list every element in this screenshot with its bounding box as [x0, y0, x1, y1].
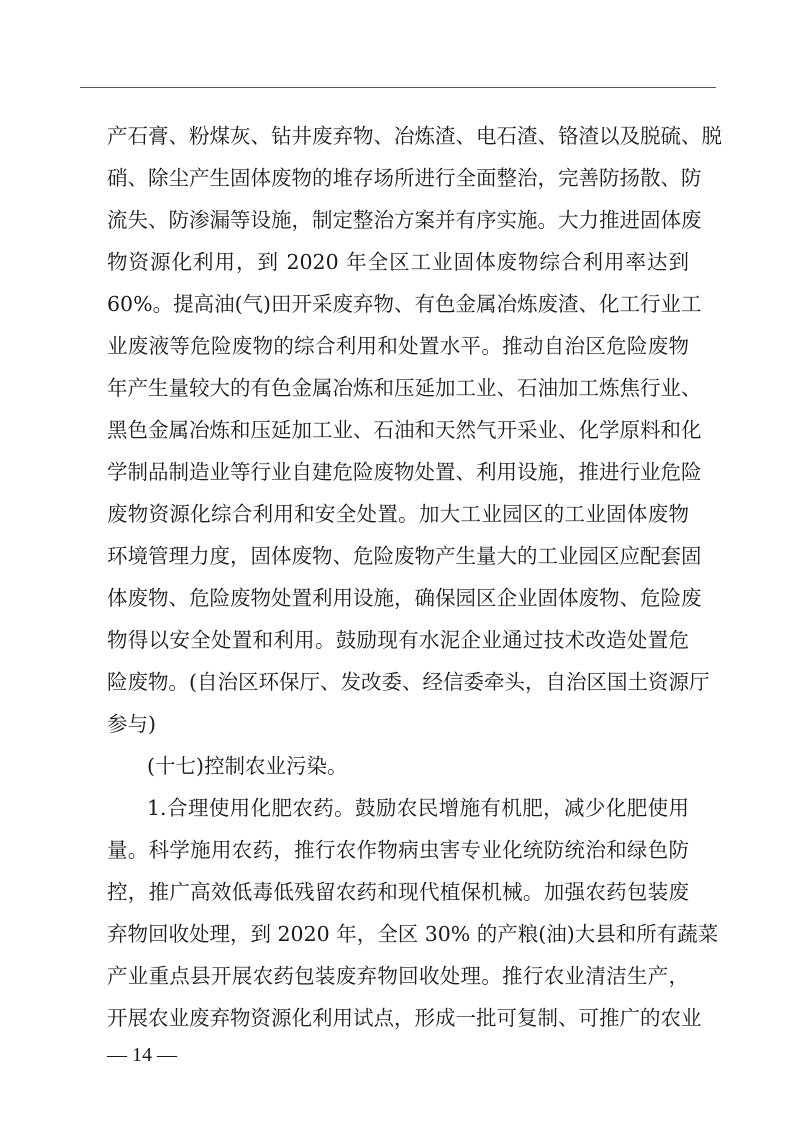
text-line: 量。科学施用农药，推行农作物病虫害专业化统防统治和绿色防: [107, 838, 689, 862]
text-line: 60%。提高油(气)田开采废弃物、有色金属冶炼废渣、化工行业工: [107, 292, 702, 316]
header-rule: [80, 87, 716, 88]
text-line: 险废物。(自治区环保厅、发改委、经信委牵头，自治区国土资源厅: [107, 670, 710, 694]
text-line: 物得以安全处置和利用。鼓励现有水泥企业通过技术改造处置危: [107, 628, 689, 652]
text-line: 硝、除尘产生固体废物的堆存场所进行全面整治，完善防扬散、防: [107, 166, 702, 190]
text-line: 参与): [107, 712, 156, 736]
text-line: 产石膏、粉煤灰、钻井废弃物、冶炼渣、电石渣、铬渣以及脱硫、脱: [107, 124, 722, 148]
text-line: 流失、防渗漏等设施，制定整治方案并有序实施。大力推进固体废: [107, 208, 702, 232]
page-number: — 14 —: [107, 1044, 177, 1066]
text-line: 废物资源化综合利用和安全处置。加大工业园区的工业固体废物: [107, 502, 689, 526]
text-line: 黑色金属冶炼和压延加工业、石油和天然气开采业、化学原料和化: [107, 418, 702, 442]
text-line: 业废液等危险废物的综合利用和处置水平。推动自治区危险废物: [107, 334, 689, 358]
text-line: 开展农业废弃物资源化利用试点，形成一批可复制、可推广的农业: [107, 1006, 702, 1030]
text-line: 产业重点县开展农药包装废弃物回收处理。推行农业清洁生产，: [107, 964, 689, 988]
text-line: 学制品制造业等行业自建危险废物处置、利用设施，推进行业危险: [107, 460, 702, 484]
text-line: 1.合理使用化肥农药。鼓励农民增施有机肥，减少化肥使用: [147, 796, 689, 820]
text-line: 弃物回收处理，到 2020 年，全区 30% 的产粮(油)大县和所有蔬菜: [107, 922, 719, 946]
section-heading: (十七)控制农业污染。: [147, 754, 348, 778]
text-line: 年产生量较大的有色金属冶炼和压延加工业、石油加工炼焦行业、: [107, 376, 702, 400]
text-line: 体废物、危险废物处置利用设施，确保园区企业固体废物、危险废: [107, 586, 702, 610]
text-line: 环境管理力度，固体废物、危险废物产生量大的工业园区应配套固: [107, 544, 702, 568]
text-line: 控，推广高效低毒低残留农药和现代植保机械。加强农药包装废: [107, 880, 689, 904]
text-line: 物资源化利用，到 2020 年全区工业固体废物综合利用率达到: [107, 250, 689, 274]
